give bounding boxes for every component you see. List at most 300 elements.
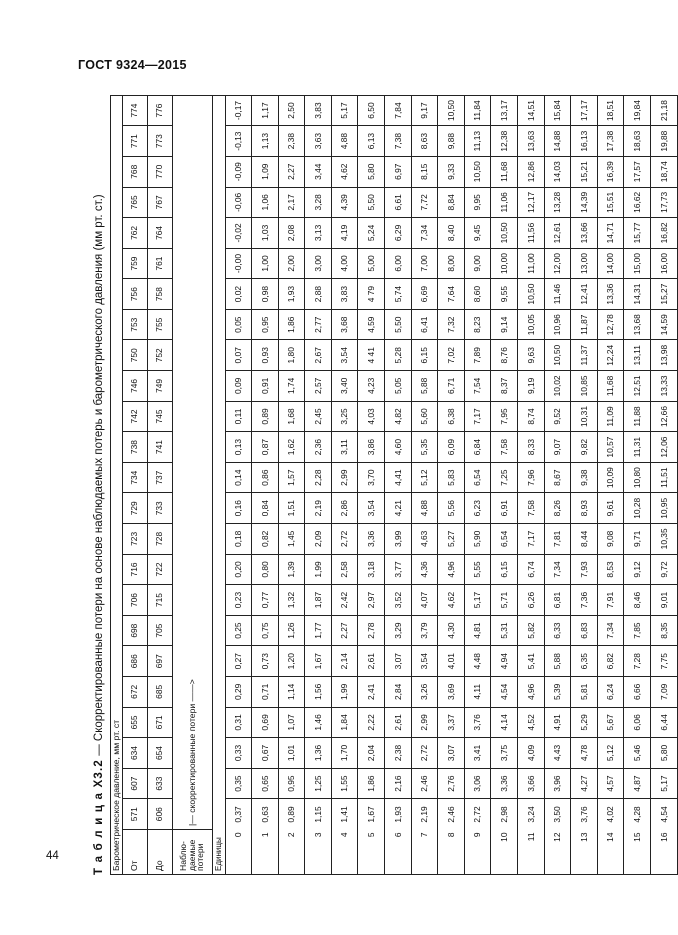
corrected-loss-value: 6,44 xyxy=(651,707,678,738)
observed-loss-value: 8 xyxy=(438,830,465,875)
table-row xyxy=(385,95,412,874)
corrected-loss-value: 4,62 xyxy=(438,585,465,616)
from-value: 746 xyxy=(122,371,147,402)
corrected-loss-value: 4,14 xyxy=(491,707,518,738)
corrected-loss-value: 7,00 xyxy=(411,248,438,279)
corrected-loss-value: 3,25 xyxy=(331,401,358,432)
corrected-loss-value: 5,12 xyxy=(411,462,438,493)
corrected-loss-value: 4,43 xyxy=(544,738,571,769)
corrected-loss-value: 3,07 xyxy=(385,646,412,677)
corrected-loss-value: 1,57 xyxy=(278,462,305,493)
from-value: 756 xyxy=(122,279,147,310)
corrected-loss-value: 6,82 xyxy=(597,646,624,677)
corrected-loss-value: 4,54 xyxy=(491,677,518,708)
corrected-loss-value: 10,09 xyxy=(597,462,624,493)
corrected-loss-value: 1,26 xyxy=(278,615,305,646)
observed-loss-value: 4 xyxy=(331,830,358,875)
corrected-loss-value: 4,41 xyxy=(385,462,412,493)
table-row xyxy=(331,95,358,874)
corrected-loss-value: 2,72 xyxy=(464,799,491,830)
corrected-loss-value: 4,81 xyxy=(464,615,491,646)
corrected-loss-value: 1,93 xyxy=(278,279,305,310)
corrected-loss-value: 12,38 xyxy=(491,126,518,157)
corrected-loss-value: 0,86 xyxy=(252,462,279,493)
corrected-loss-value: 3,06 xyxy=(464,768,491,799)
corrected-loss-value: 3,86 xyxy=(358,432,385,463)
corrected-loss-value: 8,60 xyxy=(464,279,491,310)
corrected-loss-value: 2,42 xyxy=(331,585,358,616)
observed-loss-value: 16 xyxy=(651,830,678,875)
table-row xyxy=(651,95,678,874)
from-label: От xyxy=(122,830,147,875)
corrected-loss-value: 5,55 xyxy=(464,554,491,585)
corrected-loss-value: 11,13 xyxy=(464,126,491,157)
corrected-loss-value: 0,14 xyxy=(225,462,252,493)
corrected-loss-value: 9,82 xyxy=(571,432,598,463)
corrected-loss-value: 7,25 xyxy=(491,462,518,493)
corrected-loss-value: 8,93 xyxy=(571,493,598,524)
pressure-correction-table xyxy=(90,95,678,875)
corrected-loss-value: 2,38 xyxy=(385,738,412,769)
corrected-loss-value: 3,76 xyxy=(571,799,598,830)
from-row xyxy=(122,95,147,874)
corrected-loss-value: 1,17 xyxy=(252,95,279,126)
corrected-loss-value: 0,82 xyxy=(252,524,279,555)
corrected-loss-value: 10,02 xyxy=(544,371,571,402)
corrected-loss-value: 5,50 xyxy=(385,309,412,340)
corrected-loss-value: 3,40 xyxy=(331,371,358,402)
table-row xyxy=(252,95,279,874)
corrected-loss-value: 0,20 xyxy=(225,554,252,585)
from-value: 738 xyxy=(122,432,147,463)
corrected-loss-value: 2,17 xyxy=(278,187,305,218)
corrected-loss-value: 3,54 xyxy=(331,340,358,371)
corrected-loss-value: 1,25 xyxy=(305,768,332,799)
corrected-loss-value: 4,30 xyxy=(438,615,465,646)
corrected-loss-value: 2,27 xyxy=(278,156,305,187)
corrected-loss-value: 7,02 xyxy=(438,340,465,371)
corrected-loss-value: 3,75 xyxy=(491,738,518,769)
corrected-loss-value: 10,35 xyxy=(651,524,678,555)
to-value: 758 xyxy=(147,279,172,310)
from-value: 672 xyxy=(122,677,147,708)
label-row xyxy=(172,95,212,874)
corrected-loss-value: 1,41 xyxy=(331,799,358,830)
corrected-loss-value: 4,96 xyxy=(518,677,545,708)
corrected-loss-value: 4,09 xyxy=(518,738,545,769)
to-value: 767 xyxy=(147,187,172,218)
corrected-loss-value: 0,93 xyxy=(252,340,279,371)
corrected-loss-value: 0,37 xyxy=(225,799,252,830)
observed-losses-label-line: даемые xyxy=(186,839,197,871)
corrected-loss-value: 6,06 xyxy=(624,707,651,738)
corrected-loss-value: 3,11 xyxy=(331,432,358,463)
corrected-loss-value: 4,60 xyxy=(385,432,412,463)
corrected-loss-value: 4,88 xyxy=(331,126,358,157)
corrected-loss-value: 4,21 xyxy=(385,493,412,524)
corrected-loss-value: 8,84 xyxy=(438,187,465,218)
corrected-loss-value: 8,15 xyxy=(411,156,438,187)
corrected-loss-value: 2,77 xyxy=(305,309,332,340)
corrected-loss-value: 1,45 xyxy=(278,524,305,555)
corrected-loss-value: 15,21 xyxy=(571,156,598,187)
corrected-loss-value: 3,69 xyxy=(438,677,465,708)
corrected-loss-value: 5,27 xyxy=(438,524,465,555)
corrected-loss-value: 2,45 xyxy=(305,401,332,432)
corrected-loss-value: 3,83 xyxy=(331,279,358,310)
corrected-loss-value: 3,36 xyxy=(358,524,385,555)
corrected-loss-value: 4,82 xyxy=(385,401,412,432)
corrected-loss-value: 8,63 xyxy=(411,126,438,157)
corrected-loss-value: 0,71 xyxy=(252,677,279,708)
corrected-loss-value: 4 79 xyxy=(358,279,385,310)
corrected-loss-value: 7,54 xyxy=(464,371,491,402)
corrected-loss-value: 1,99 xyxy=(305,554,332,585)
corrected-loss-value: 5,31 xyxy=(491,615,518,646)
corrected-loss-value: 14,59 xyxy=(651,309,678,340)
corrected-loss-value: 1,99 xyxy=(331,677,358,708)
corrected-loss-value: 16,00 xyxy=(651,248,678,279)
corrected-loss-value: 8,37 xyxy=(491,371,518,402)
corrected-loss-value: 6,97 xyxy=(385,156,412,187)
corrected-loss-value: 15,84 xyxy=(544,95,571,126)
corrected-loss-value: 0,35 xyxy=(225,768,252,799)
table-row xyxy=(518,95,545,874)
table-row xyxy=(624,95,651,874)
corrected-loss-value: 2,67 xyxy=(305,340,332,371)
corrected-loss-value: 4,88 xyxy=(411,493,438,524)
corrected-loss-value: 1,86 xyxy=(358,768,385,799)
corrected-loss-value: 8,46 xyxy=(624,585,651,616)
corrected-loss-value: 9,88 xyxy=(438,126,465,157)
table-row xyxy=(571,95,598,874)
corrected-loss-value: 4 41 xyxy=(358,340,385,371)
corrected-loss-value: 0,87 xyxy=(252,432,279,463)
corrected-loss-value: 6,15 xyxy=(411,340,438,371)
corrected-loss-value: 3,24 xyxy=(518,799,545,830)
caption-spacer-row xyxy=(90,95,110,874)
to-value: 749 xyxy=(147,371,172,402)
corrected-loss-value: 3,77 xyxy=(385,554,412,585)
corrected-loss-value: 12,86 xyxy=(518,156,545,187)
to-value: 697 xyxy=(147,646,172,677)
corrected-loss-value: 2,46 xyxy=(411,768,438,799)
observed-loss-value: 2 xyxy=(278,830,305,875)
corrected-loss-value: 0,16 xyxy=(225,493,252,524)
observed-loss-value: 15 xyxy=(624,830,651,875)
corrected-loss-value: 5,00 xyxy=(358,248,385,279)
corrected-loss-value: 5,24 xyxy=(358,218,385,249)
corrected-loss-value: 1,67 xyxy=(358,799,385,830)
observed-loss-value: 13 xyxy=(571,830,598,875)
corrected-loss-value: 7,64 xyxy=(438,279,465,310)
corrected-loss-value: 9,00 xyxy=(464,248,491,279)
corrected-loss-value: 5,05 xyxy=(385,371,412,402)
to-value: 776 xyxy=(147,95,172,126)
table-caption-text: — Скорректированные потери на основе наблюдаемых потерь и барометрического давления (мм рт. ст.) xyxy=(93,194,105,759)
corrected-loss-value: 6,54 xyxy=(491,524,518,555)
corrected-loss-value: 0,25 xyxy=(225,615,252,646)
corrected-loss-value: 13,36 xyxy=(597,279,624,310)
corrected-loss-value: 9,12 xyxy=(624,554,651,585)
corrected-loss-value: 6,23 xyxy=(464,493,491,524)
corrected-loss-value: 9,71 xyxy=(624,524,651,555)
corrected-loss-value: 5,17 xyxy=(651,768,678,799)
corrected-loss-value: 14,31 xyxy=(624,279,651,310)
corrected-loss-value: 2,46 xyxy=(438,799,465,830)
corrected-loss-value: 4,01 xyxy=(438,646,465,677)
corrected-loss-value: 16,39 xyxy=(597,156,624,187)
corrected-loss-value: 8,67 xyxy=(544,462,571,493)
corrected-loss-value: 10,95 xyxy=(651,493,678,524)
from-value: 774 xyxy=(122,95,147,126)
corrected-loss-value: 4,52 xyxy=(518,707,545,738)
observed-losses-label-line: потери xyxy=(195,843,206,871)
to-value: 633 xyxy=(147,768,172,799)
corrected-loss-value: 2,50 xyxy=(278,95,305,126)
corrected-loss-value: 7,84 xyxy=(385,95,412,126)
corrected-loss-value: 13,28 xyxy=(544,187,571,218)
corrected-loss-value: 1,20 xyxy=(278,646,305,677)
corrected-loss-value: 8,33 xyxy=(518,432,545,463)
observed-loss-value: 1 xyxy=(252,830,279,875)
corrected-loss-value: 9,61 xyxy=(597,493,624,524)
corrected-loss-value: 1,15 xyxy=(305,799,332,830)
corrected-loss-value: 1,51 xyxy=(278,493,305,524)
corrected-loss-value: 10,50 xyxy=(438,95,465,126)
corrected-loss-value: 1,46 xyxy=(305,707,332,738)
corrected-loss-value: 12,24 xyxy=(597,340,624,371)
corrected-loss-value: 2,61 xyxy=(385,707,412,738)
corrected-loss-value: 12,51 xyxy=(624,371,651,402)
corrected-loss-value: 7,95 xyxy=(491,401,518,432)
corrected-loss-value: 11,68 xyxy=(491,156,518,187)
corrected-loss-value: 4,48 xyxy=(464,646,491,677)
corrected-loss-value: 7,38 xyxy=(385,126,412,157)
corrected-loss-value: 1,32 xyxy=(278,585,305,616)
table-row xyxy=(225,95,252,874)
corrected-loss-value: 3,79 xyxy=(411,615,438,646)
corrected-loss-value: 1,09 xyxy=(252,156,279,187)
corrected-loss-value: 5,56 xyxy=(438,493,465,524)
corrected-loss-value: 5,17 xyxy=(331,95,358,126)
corrected-loss-value: 14,88 xyxy=(544,126,571,157)
corrected-loss-value: 4,39 xyxy=(331,187,358,218)
corrected-loss-value: 9,55 xyxy=(491,279,518,310)
table-row xyxy=(305,95,332,874)
corrected-loss-value: 3,44 xyxy=(305,156,332,187)
corrected-loss-value: 2,57 xyxy=(305,371,332,402)
corrected-loss-value: 15,77 xyxy=(624,218,651,249)
corrected-loss-value: 3,13 xyxy=(305,218,332,249)
corrected-loss-value: 4,96 xyxy=(438,554,465,585)
corrected-loss-value: 7,75 xyxy=(651,646,678,677)
corrected-loss-value: 13,00 xyxy=(571,248,598,279)
corrected-loss-value: 4,91 xyxy=(544,707,571,738)
to-value: 733 xyxy=(147,493,172,524)
corrected-losses-label: |— скорректированные потери ——> xyxy=(172,95,212,829)
corrected-loss-value: 3,66 xyxy=(518,768,545,799)
corrected-loss-value: 10,80 xyxy=(624,462,651,493)
corrected-loss-value: 16,82 xyxy=(651,218,678,249)
corrected-loss-value: 2,22 xyxy=(358,707,385,738)
corrected-loss-value: 18,63 xyxy=(624,126,651,157)
to-value: 764 xyxy=(147,218,172,249)
corrected-loss-value: 2,88 xyxy=(305,279,332,310)
corrected-loss-value: 10,50 xyxy=(464,156,491,187)
corrected-loss-value: 0,11 xyxy=(225,401,252,432)
corrected-loss-value: 4,28 xyxy=(624,799,651,830)
corrected-loss-value: 3,50 xyxy=(544,799,571,830)
corrected-loss-value: 2,86 xyxy=(331,493,358,524)
from-value: 765 xyxy=(122,187,147,218)
corrected-loss-value: 2,09 xyxy=(305,524,332,555)
corrected-loss-value: 3,54 xyxy=(358,493,385,524)
corrected-loss-value: 9,72 xyxy=(651,554,678,585)
corrected-loss-value: 11,46 xyxy=(544,279,571,310)
corrected-loss-value: 3,07 xyxy=(438,738,465,769)
corrected-loss-value: 10,50 xyxy=(491,218,518,249)
corrected-loss-value: 0,05 xyxy=(225,309,252,340)
corrected-loss-value: 13,17 xyxy=(491,95,518,126)
corrected-loss-value: 18,51 xyxy=(597,95,624,126)
corrected-loss-value: 2,14 xyxy=(331,646,358,677)
from-value: 768 xyxy=(122,156,147,187)
corrected-loss-value: 7,32 xyxy=(438,309,465,340)
corrected-loss-value: 9,52 xyxy=(544,401,571,432)
corrected-loss-value: 10,96 xyxy=(544,309,571,340)
corrected-loss-value: 5,17 xyxy=(464,585,491,616)
corrected-loss-value: 13,63 xyxy=(518,126,545,157)
corrected-loss-value: 2,27 xyxy=(331,615,358,646)
corrected-loss-value: 13,66 xyxy=(571,218,598,249)
to-value: 654 xyxy=(147,738,172,769)
corrected-loss-value: 0,67 xyxy=(252,738,279,769)
to-value: 773 xyxy=(147,126,172,157)
corrected-loss-value: 0,23 xyxy=(225,585,252,616)
corrected-loss-value: 5,80 xyxy=(358,156,385,187)
corrected-loss-value: 17,38 xyxy=(597,126,624,157)
to-value: 770 xyxy=(147,156,172,187)
corrected-loss-value: 7,34 xyxy=(411,218,438,249)
corrected-loss-value: 4,27 xyxy=(571,768,598,799)
corrected-loss-value: 8,00 xyxy=(438,248,465,279)
corrected-loss-value: 4,59 xyxy=(358,309,385,340)
corrected-loss-value: 11,51 xyxy=(651,462,678,493)
corrected-loss-value: 6,41 xyxy=(411,309,438,340)
corrected-loss-value: 14,51 xyxy=(518,95,545,126)
corrected-loss-value: 10,28 xyxy=(624,493,651,524)
corrected-loss-value: 6,54 xyxy=(464,462,491,493)
corrected-loss-value: 7,36 xyxy=(571,585,598,616)
corrected-loss-value: 0,07 xyxy=(225,340,252,371)
corrected-loss-value: 3,52 xyxy=(385,585,412,616)
corrected-loss-value: 1,67 xyxy=(305,646,332,677)
to-value: 606 xyxy=(147,799,172,830)
table-row xyxy=(464,95,491,874)
corrected-loss-value: 5,80 xyxy=(651,738,678,769)
corrected-loss-value: 2,76 xyxy=(438,768,465,799)
corrected-loss-value: 2,36 xyxy=(305,432,332,463)
corrected-loss-value: 10,31 xyxy=(571,401,598,432)
corrected-loss-value: 13,68 xyxy=(624,309,651,340)
corrected-loss-value: 0,84 xyxy=(252,493,279,524)
corrected-loss-value: 5,50 xyxy=(358,187,385,218)
corrected-loss-value: 6,09 xyxy=(438,432,465,463)
to-value: 705 xyxy=(147,615,172,646)
corrected-loss-value: 5,60 xyxy=(411,401,438,432)
corrected-loss-value: 1,80 xyxy=(278,340,305,371)
observed-loss-value: 9 xyxy=(464,830,491,875)
corrected-loss-value: 9,33 xyxy=(438,156,465,187)
corrected-loss-value: 3,96 xyxy=(544,768,571,799)
corrected-loss-value: 6,66 xyxy=(624,677,651,708)
corrected-loss-value: 1,70 xyxy=(331,738,358,769)
corrected-loss-value: 8,44 xyxy=(571,524,598,555)
corrected-loss-value: 2,78 xyxy=(358,615,385,646)
corrected-loss-value: 5,67 xyxy=(597,707,624,738)
corrected-loss-value: 17,57 xyxy=(624,156,651,187)
corrected-loss-value: -0,09 xyxy=(225,156,252,187)
from-value: 734 xyxy=(122,462,147,493)
corrected-loss-value: 7,93 xyxy=(571,554,598,585)
corrected-loss-value: 8,40 xyxy=(438,218,465,249)
observed-loss-value: 12 xyxy=(544,830,571,875)
corrected-loss-value: 6,00 xyxy=(385,248,412,279)
corrected-loss-value: 4,23 xyxy=(358,371,385,402)
corrected-loss-value: 2,99 xyxy=(331,462,358,493)
to-value: 745 xyxy=(147,401,172,432)
corrected-loss-value: 4,62 xyxy=(331,156,358,187)
corrected-loss-value: 6,61 xyxy=(385,187,412,218)
corrected-loss-value: 4,54 xyxy=(651,799,678,830)
corrected-loss-value: 11,84 xyxy=(464,95,491,126)
to-value: 752 xyxy=(147,340,172,371)
corrected-loss-value: 0,91 xyxy=(252,371,279,402)
from-value: 655 xyxy=(122,707,147,738)
corrected-loss-value: 12,17 xyxy=(518,187,545,218)
corrected-loss-value: 5,90 xyxy=(464,524,491,555)
corrected-loss-value: 0,75 xyxy=(252,615,279,646)
corrected-loss-value: 3,29 xyxy=(385,615,412,646)
from-value: 759 xyxy=(122,248,147,279)
corrected-loss-value: 10,05 xyxy=(518,309,545,340)
corrected-loss-value: 2,97 xyxy=(358,585,385,616)
from-value: 706 xyxy=(122,585,147,616)
to-value: 737 xyxy=(147,462,172,493)
corrected-loss-value: 3,68 xyxy=(331,309,358,340)
corrected-loss-value: 9,95 xyxy=(464,187,491,218)
corrected-loss-value: -0,02 xyxy=(225,218,252,249)
corrected-loss-value: -0,13 xyxy=(225,126,252,157)
corrected-loss-value: 6,91 xyxy=(491,493,518,524)
corrected-loss-value: 0,69 xyxy=(252,707,279,738)
document-header: ГОСТ 9324—2015 xyxy=(78,58,187,72)
corrected-loss-value: 15,51 xyxy=(597,187,624,218)
corrected-loss-value: 2,72 xyxy=(411,738,438,769)
corrected-loss-value: 7,58 xyxy=(491,432,518,463)
observed-loss-value: 0 xyxy=(225,830,252,875)
corrected-loss-value: 0,33 xyxy=(225,738,252,769)
from-value: 716 xyxy=(122,554,147,585)
corrected-loss-value: 1,07 xyxy=(278,707,305,738)
corrected-loss-value: -0,06 xyxy=(225,187,252,218)
corrected-loss-value: 4,03 xyxy=(358,401,385,432)
corrected-loss-value: 5,28 xyxy=(385,340,412,371)
from-value: 571 xyxy=(122,799,147,830)
corrected-loss-value: 11,56 xyxy=(518,218,545,249)
baro-heading-row xyxy=(110,95,122,874)
